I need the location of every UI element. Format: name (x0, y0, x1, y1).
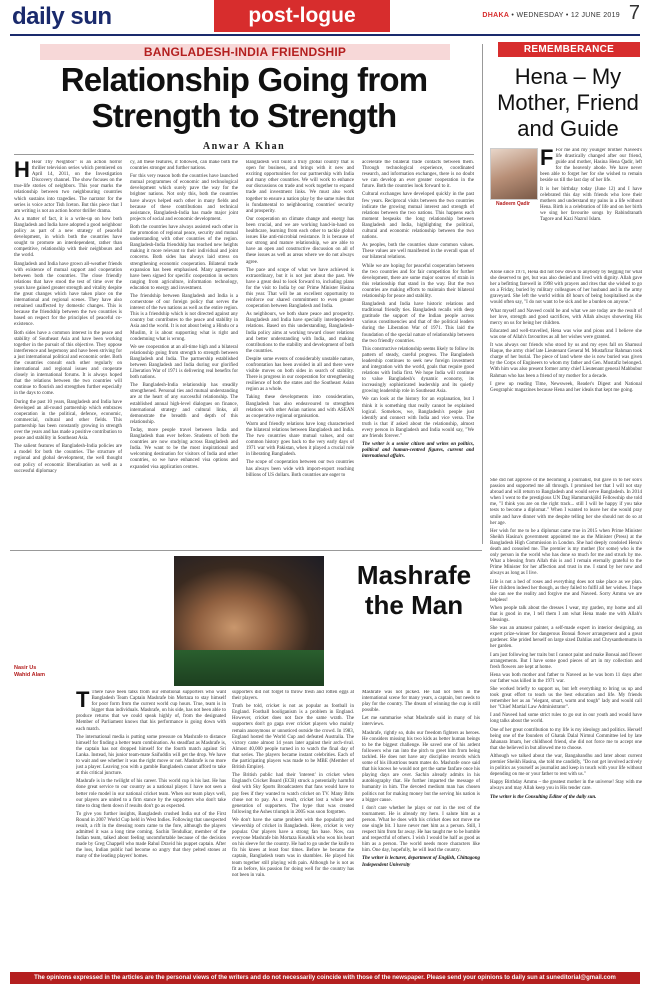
paragraph: The scope of cooperation between our two countries has always been wide with import-export reaching billions of US dollars. Both countries are eager to (246, 460, 354, 478)
header-divider (10, 34, 640, 36)
paragraph: Mashrafe is in the twilight of his career. This world cup is his last. He has done great service to our country as a national player. I have not seen a better role model in our national cricket team. When our team plays well, our players are united to a firm stance by the supporters who don't take time to drag them down if results don't go as expected. (76, 779, 226, 809)
newspaper-logo: daily sun (12, 3, 112, 30)
section-divider (10, 550, 482, 551)
paragraph: I grew up reading Time, Newsweek, Reader's Digest and National Geographic magazines because Hena and her ideals that kept me going. (490, 381, 642, 393)
paragraph: Today, more people travel between India and Bangladesh than ever before. Students of both the countries are now studying across Bangladesh and India. We want to be the most inspirational and welcoming destination for visitors of India and other countries, so we have enhanced visa options and expanded visa application centres. (130, 427, 238, 470)
date: 12 JUNE 2019 (570, 12, 620, 19)
paragraph: Warm and friendly relations have long characterised the bilateral relations between Bangladesh and India. The two countries share mutual values, and our common history goes back to the very early days of 1971 war with Pakistan, when it played a crucial role in liberating Bangladesh. (246, 421, 354, 458)
paragraph: For this very reason both the countries have launched mutual programmes of economic and technological development which surely pave the way for the brighter nations. Not only this, both the countries have always helped each other in many fields and because of these contributions and technical assistance, Bangladesh-India has made major joint projects of social and economic development. (130, 174, 238, 222)
article2-authors (14, 665, 74, 679)
remembrance-column-bottom (490, 478, 642, 968)
paragraph: When people talk about the dresses I wear, my garden, my home and all that is good in me, I tell them I am what Hena made me with Allah's blessings. (490, 605, 642, 624)
remembrance-column-top (540, 148, 642, 268)
paragraph: Life is not a bed of roses and everything does not take place as we plan. Her children indeed her though, as they failed to fulfil all her wishes. I hope she can see the reality and forgive me and Naveed. Sorry Ammu we are helpless! (490, 579, 642, 603)
author-line: Nasir Us (14, 665, 37, 671)
city: DHAKA (482, 12, 510, 19)
paragraph: Although we talked about the war, Bangabandhu and later about current premier Sheikh Hasina, she told me candidly, "Do not get involved actively in politics as yourself as journalist and keep in touch with your life without depending on me or your father to rest with us." (490, 753, 642, 778)
paragraph: supporters did not forget to throw fresh and rotten eggs at their players. (232, 690, 354, 702)
paragraph: While we are hoping for peaceful cooperation between the two countries and for fair competition for further development, there are some major sources of strain in this relationship that stand in the way. But the two countries are making efforts to maintain their bilateral relationship for peace and stability. (362, 263, 474, 299)
paragraph: cy, all these features, if followed, can make both the countries stronger and further nations. (130, 160, 238, 172)
article-column-3 (246, 160, 354, 546)
masthead (0, 0, 650, 34)
paragraph: The friendship between Bangladesh and India is a cornerstone of our foreign policy that serves the interest of the two nations as well as the entire region. This is a friendship which is not directed against any country but contributes to the peace and stability in Asia and the world. It is not about being a Hindu or a Muslim, it is about supporting what is right and condemning what is wrong. (130, 293, 238, 342)
paragraph: As peoples, both the countries share common values. These values are well manifested in the overall span of our bilateral relations. (362, 243, 474, 261)
article2-column-3 (362, 690, 480, 968)
paragraph: The British public had their 'interest' in cricket when England's Cricket Board (ECB) struck a potentially harmful deal with Sky Sports Broadcasters that fans would have to pay fees if they wanted to watch cricket on TV. Many Brits chose not to pay. As a result, cricket lost a whole new generation of supporters. The hype that was created following the Ashes triumph in 2005 was soon forgotten. (232, 773, 354, 815)
column-divider (482, 44, 483, 544)
paragraph: Her wish for me to be a diplomat came true in 2015 when Prime Minister Sheikh Hasina's government appointed me as the Minister (Press) at the Bangladesh High Commission in London. She had deeply condoled Hena's death and consoled me. The premier is my mother (for some) who is the only person in the world who has done so much for me and struck by me. What a blessing from Allah this is and I remain eternally grateful to the Prime Minister for her affection and trust in me. I stand by her now and always as long as I live. (490, 528, 642, 577)
paragraph: T There have been talks from our emotional supporters who want Bangladesh Team Captain Mashrafe bin Mortaza to stay himself for poor form from the current world cup hours. True, team is in bigger than individuals. Mashrafe, on his side, has not been able to produce returns that we could speak highly of, from the designated Member of Parliament knows that his performance is going down with each match. (76, 690, 226, 732)
paragraph: During the past 10 years, Bangladesh and India have developed an all-round partnership which embraces cooperation in the political, defence, economic, commercial, cultural and other fields. This partnership has been constantly growing in strength over the years and has made a positive contribution to peace and stability in Southeast Asia. (14, 399, 122, 442)
writer-note: The writer is a senior citizen and writes on politics, political and human-centred figures, current and international affairs. (362, 442, 474, 460)
paragraph: I and Naveed had some strict rules to go out in our youth and would have long talks about the world. (490, 713, 642, 725)
paragraph: Bangladesh will build a truly global country that is open for business, and brings with it new and exciting opportunities for our partnership with India and many other countries. We will work to enhance our discussions on trade and work together to expand trade and investment links. We must also work together to ensure a nation play by the same rules that is fundamental to neighbouring countries' security and prosperity. (246, 160, 354, 214)
paragraph: Both sides have a common interest in the peace and stability of Southeast Asia and have been working together in the pursuit of this objective. They oppose interference and hegemony and have been striving for a just international political and economic order. Both the countries consult each other regularly on international and regional issues and cooperate closely in international forums. It is always hoped that the relations between the two countries will continue to flourish and strengthen further especially in the days to come. (14, 330, 122, 397)
paragraph: To give you further insights, Bangladesh crushed India out of the First Round in 2007 World Cup held in West Indies. Following that unexpected result, a rift in the dressing room came to the fore, although the players admitted it was a long time coming. Sachin Tendulkar, member of the Indian team, talked about feeling uncomfortable because of the decision made by Greg Chappell who made Rahul Dravid his puppet captain. After the loss, Indian public had become so angry that they pelted stones at many of the leading players' homes. (76, 811, 226, 860)
paragraph: Taking these developments into consideration, Bangladesh has also endeavoured to strengthen relations with other Asian nations and with ASEAN as cooperative regional organisation. (246, 395, 354, 419)
writer-note: The writer is lecturer, department of English, Chittagong Independent University (362, 856, 480, 868)
paragraph: Both the countries have always assisted each other in the promotion of regional peace, security and mutual understanding with other countries of the region. Bangladesh-India friendship has reached new heights making it more relevant to their individual and joint concerns. Both sides has always laid stress on strengthening economic cooperation. Bilateral trade expansion has been emphasised. Many agreements have been signed for specific cooperation in sectors ranging from agriculture, information technology, education to energy and investment. (130, 224, 238, 291)
dateline: DHAKA • WEDNESDAY • 12 JUNE 2019 (482, 12, 620, 19)
paragraph: accelerate the bilateral trade contacts between them. Through technological experience, coordinated research, and information exchanges, there is no doubt we can develop an ever greater cooperation in the future. Both the countries look forward to it. (362, 160, 474, 190)
article-byline: Anwar A Khan (202, 141, 286, 152)
paragraph: It was always our friends who stood by us and my eyes fall on Shamsul Haque, the army chief late Lieutenant General M. Mustafizur Rahman took charge of her burial. The piece of land where she is now buried was given by the Corps of Engineers to whom my father and Gen. Mustafiz belonged. With him was also present former army chief Lieutenant general Mahbubur Rahman who has been a friend of my mother for a decade. (490, 343, 642, 379)
paragraph: It is her birthday today (June 12) and I have celebrated this day with friends who love their mothers and understand my pains in a life without Hena. Birth is a celebration of life and on her birth we sing her favourite songs by Rabindranath Tagore and Kazi Nazrul Islam. (540, 186, 642, 223)
article-column-4 (362, 160, 474, 546)
drop-cap: T (76, 690, 90, 712)
drop-cap: H (14, 160, 30, 182)
article-column-1 (14, 160, 122, 546)
drop-cap: F (540, 148, 554, 170)
paragraph: She did not approve of me becoming a journalist, but gave in to her son's passion and supported me all through. I promised her that I will not stay abroad and will return to Bangladesh and would serve Bangladesh. In 2014 when I went to the prestigious UN Dag Hammarskjöld Fellowship she told me, "I think you are on the right track... still I will be happy if you take tests to become a diplomat." When I wanted to leave her she would pray smile and have dinner with me despite telling her she should not do so at her age. (490, 478, 642, 526)
paragraph: Bangladesh and India have grown all-weather friends with existence of mutual support and cooperation between both the countries. The close friendly relations that have stood the test of time over the years have gained greater strength and vitality despite the great changes which have taken place on the international and regional scenes. They have also remained unaffected by domestic changes. This is because the friendship between the two countries is based on respect for the principles of peaceful co-existence. (14, 261, 122, 328)
author-photo (490, 148, 538, 200)
paragraph: Educated and well-travelled, Hena was wise and pious and I believe she was one of Allah's favourites as all her wishes were granted. (490, 328, 642, 340)
paragraph: The salient features of Bangladesh-India policies are a model for both the countries. The structure of regional and global development, the well thought out policy of economic liberalisation as well as a successful diplomacy (14, 444, 122, 474)
player-photo (174, 556, 324, 686)
paragraph: Mashrafe, rightly so, dubs our freedom fighters as heroes. He considers missing his two kids as better human beings to be the biggest challenge. He saved one of his ardent followers who ran into the pitch to greet him from being tackled. He does not have any discipline records which some of his illustrious team mates do. Mashrafe once said that his knows he would not get the same fanfare once his playing days are over. Sachin already admits in his autobiography that. He further imparted the message of humanity in him. The devoted medium man has chosen politics not for making money but the serving his nation is a bigger cause. (362, 730, 480, 803)
page-number: 7 (628, 2, 640, 24)
paragraph: We don't have the same problem with the popularity and viewership of cricket in Bangladesh. Here, cricket is very popular. Our players have a strong fan base. Now, can everyone Mashrafe bin Mortaza Koushik who won his heart on his sleeve for the country. He had to go under the knife to fix his knees at least four times. Before he became the captain, Bangladesh team was in shambles. He played his team together still playing with pain. Although he is not as fit as before, his passion for doing well for the country has not been in vain. (232, 817, 354, 878)
paragraph: Hena was both mother and father to Naveed as he was born 11 days after our father was killed in the 1971 war. (490, 672, 642, 684)
paragraph: I am just following her traits but I cannot paint and make Bonsai and flower arrangements. But I have some good pieces of art in my collection and fresh flowers are kept at home. (490, 652, 642, 670)
paragraph: Despite some events of considerably unstable nature, confrontation has been avoided in all and there were visible moves on both sides in search of stability. There is progress in our cooperation for strengthening resilience of both the states and the Southeast Asian region as a whole. (246, 356, 354, 393)
paragraph: As neighbours, we both share peace and prosperity. Bangladesh and India have specially interdependent relations. Based on this understanding, Bangladesh-India policy aims at working toward closer relations and better understanding with India, and making contributions to the stability and development of both the countries. (246, 312, 354, 354)
paragraph: We can look at the history for an explanation, but I think it is something that really cannot be explained logical. Somehow, we, Bangladesh's people just identify and connect with India and vice versa. The truth is that if asked about the relationship, almost every person in Bangladesh and India would say, "We are friends forever." (362, 397, 474, 440)
remembrance-column-middle (490, 270, 642, 474)
paragraph: What myself and Naveed could be and what we are today are the result of her love, strength and good sacrifices, with Allah always showering His mercy on us for being her children. (490, 308, 642, 326)
byline-divider (14, 154, 474, 155)
paragraph: She was an amateur painter, a self-made expert in interior designing, an expert prize-winner for dangerous Bonsai flower arrangement and a great gardener. She prided herself on large sized Dahlias and Chrysanthemums in her garden. (490, 626, 642, 650)
paragraph: F For me and my younger brother Naveed's life drastically changed after our friend, guide and mother, Hasina Hena Qadir, left for the heavenly abode. We have never been able to forget her for she wished to remain beside us till the last day of her life. (540, 148, 642, 184)
paragraph: Let me summarise what Mashrafe said in many of his interviews. (362, 716, 480, 728)
paragraph: The Bangladesh-India relationship has steadily strengthened. Personal ties and mutual understanding are at the heart of any successful relationship. The established annual high-level dialogues on finance, international strategy and cultural links, all demonstrate the breadth and depth of this relationship. (130, 383, 238, 425)
article2-column-2 (232, 690, 354, 968)
paragraph: We see cooperation at an all-time high and a bilateral relationship going from strength to strength between Bangladesh and India. The partnership established between Bangladesh and India during our glorified Liberation War of 1971 is delivering real benefits for both nations. (130, 344, 238, 381)
paragraph: Happy Birthday Ammu – the greatest mother in the universe! Stay with me always and may Allah keep you in His tender care. (490, 780, 642, 792)
weekday: WEDNESDAY (516, 12, 564, 19)
paragraph: Our cooperation on climate change and energy has been crucial, and we are working hand-in-hand on healthcare, learning from each other to tackle global issues like anti-microbial resistance. It is because of our strong and mature relationship, we are able to have an open and constructive discussion on all of these issues as well as areas where we do not always agree. (246, 216, 354, 265)
section-title: post-logue (214, 0, 390, 32)
jersey-shape (174, 650, 324, 686)
paragraph: Truth be told, cricket is not as popular as football in England. Football hooliganism is a problem in England. However, cricket does not face the same wrath. The supporters don't go gaga over cricket players who mainly remain anonymous or unnoticed outside the crowd. In 1983, England hosted the World Cup and defeated Australia. The victory came almost 14 years later against their arch-rival. Almost 40,000 people turned in to watch the final day of that series. The players became instant celebrities. Each of the participating players was made to be MBE (Member of British Empire). (232, 704, 354, 771)
paragraph: This constructive relationship seems likely to follow its pattern of steady, careful progress. The Bangladesh leadership continues to seek new foreign investment and integration with the world, goals that require good relations with India first. We hope India will continue to value Bangladesh's dynamic economy, its increasingly sophisticated leadership and its quietly growing leadership role in Southeast Asia. (362, 346, 474, 395)
paragraph: As a matter of fact, it is a write-up on how both Bangladesh and India have adopted a good neighbour policy as part of a new strategy of peaceful development, in which both the countries have sought to promote an interdependent, rather than competitive, relationship with their neighbours and the world. (14, 216, 122, 259)
remembrance-label: REMEMBERANCE (498, 42, 640, 57)
article-column-2 (130, 160, 238, 546)
article2-column-1 (76, 690, 226, 968)
remembrance-headline: Hena – My Mother, Friend and Guide (497, 64, 639, 141)
article2-headline: Mashrafe the Man (356, 560, 472, 620)
article-headline: Relationship Going from Strength to Strength (60, 61, 428, 134)
footer-disclaimer: The opinions expressed in the articles are the personal views of the writers and do not necessarily coincide with those of the newspaper. Please send your opinions to daily sun at suneditorial@gmail.com (10, 972, 640, 984)
paragraph: The pace and scope of what we have achieved is extraordinary, but it is not just about the past. We have a great deal to look forward to, including plans for the visit to India by our Prime Minister Hasina this year. That will be an excellent opportunity to reinforce our shared commitment to even greater cooperation between Bangladesh and India. (246, 267, 354, 310)
article-kicker: BANGLADESH-INDIA FRIENDSHIP (40, 44, 450, 60)
paragraph: H Hear Thy Neighbor" is an action horror thriller television series which premiered on April 14, 2011, on the Investigation Discovery channel. The show focuses on the true-life stories of neighbors. This year marks the relationship between two neighbouring countries which sustains into tragedies. The narrator for the series is voice actor Tish Iceton. But this piece that I am writing is not an action horror thriller drama. (14, 160, 122, 214)
paragraph: Mashrafe was not picked. He had not been in the international scene for many years, a captain, but needs to play for the country. The dream of winning the cup is still possible. (362, 690, 480, 714)
paragraph: Bangladesh and India have historic relations and traditional friendly ties. Bangladesh recalls with deep gratitude the support of the Indian people across various constituencies and that of the political leaders during the Liberation War of 1971. This laid the foundation of the special nature of relationship between the two friendly countries. (362, 302, 474, 344)
author-line: Wahid Alam (14, 672, 46, 678)
paragraph: One of her great contribution to my life is my ideology and politics. Herself being one of the founders of Ghatak Dalal Nirmul Committee led by late Jahanara Imam, her childhood friend, she did not force me to accept one that she believed in but allowed me to choose. (490, 727, 642, 751)
writer-note: The writer is the Consulting Editor of the daily sun. (490, 794, 597, 800)
paragraph: Alone since 1971, Hena did not bow down to anybody by begging for what she deserved to get, but was also denied and lived with dignity. Allah gave her a befitting farewell in 1998 with prayers and rites that she wished to go on a Friday, buried by military colleagues of her husband and in the army graveyard. She left the world within 48 hours of being hospitalised as she would often say, "I do not want to be sick and be a burden on anyone." (490, 270, 642, 306)
paragraph: Cultural exchanges have developed quickly in the past few years. Reciprocal visits between the two countries indicate the growing mutual interest and strength of relations between the two nations. This happens each moment bespeaks the long relationship between Bangladesh and India, highlighting the political, cultural and economic relationship between the two nations. (362, 192, 474, 241)
paragraph: I don't care whether he plays or not in the rest of the tournament. He is already my hero. I salute him as a person. What he does with his cricket does not move me one single bit. I have never met him as a person. Still, I respect him from far away. He has taught me to be humble and respectful of others. I wish I would be half as good as him as a person. The world needs more characters like him. One day, hopefully, he will lead the country. (362, 805, 480, 854)
author-name: Nadeem Qadir (496, 201, 530, 207)
paragraph: She worked briefly to support us, but left everything to bring us up and took great effort to teach us the best education and life. My friends remember her as an "elegant, smart, warm and tough" lady and would call her "Chief Martial Law Administrator". (490, 687, 642, 711)
paragraph: The international media is putting some pressure on Mashrafe to distance himself for finding a better team combination. As steadfast as Mashrafe is, the captain has not dropped himself for the fourth match against Sri Lanka. Instead, his junior team-mate Saifuddin will get the drop. We have to wait and see whether it was the right move or not. Mashrafe is no more just a player. Leaving you with a gamble Bangladesh cannot afford to take at this critical juncture. (76, 734, 226, 777)
